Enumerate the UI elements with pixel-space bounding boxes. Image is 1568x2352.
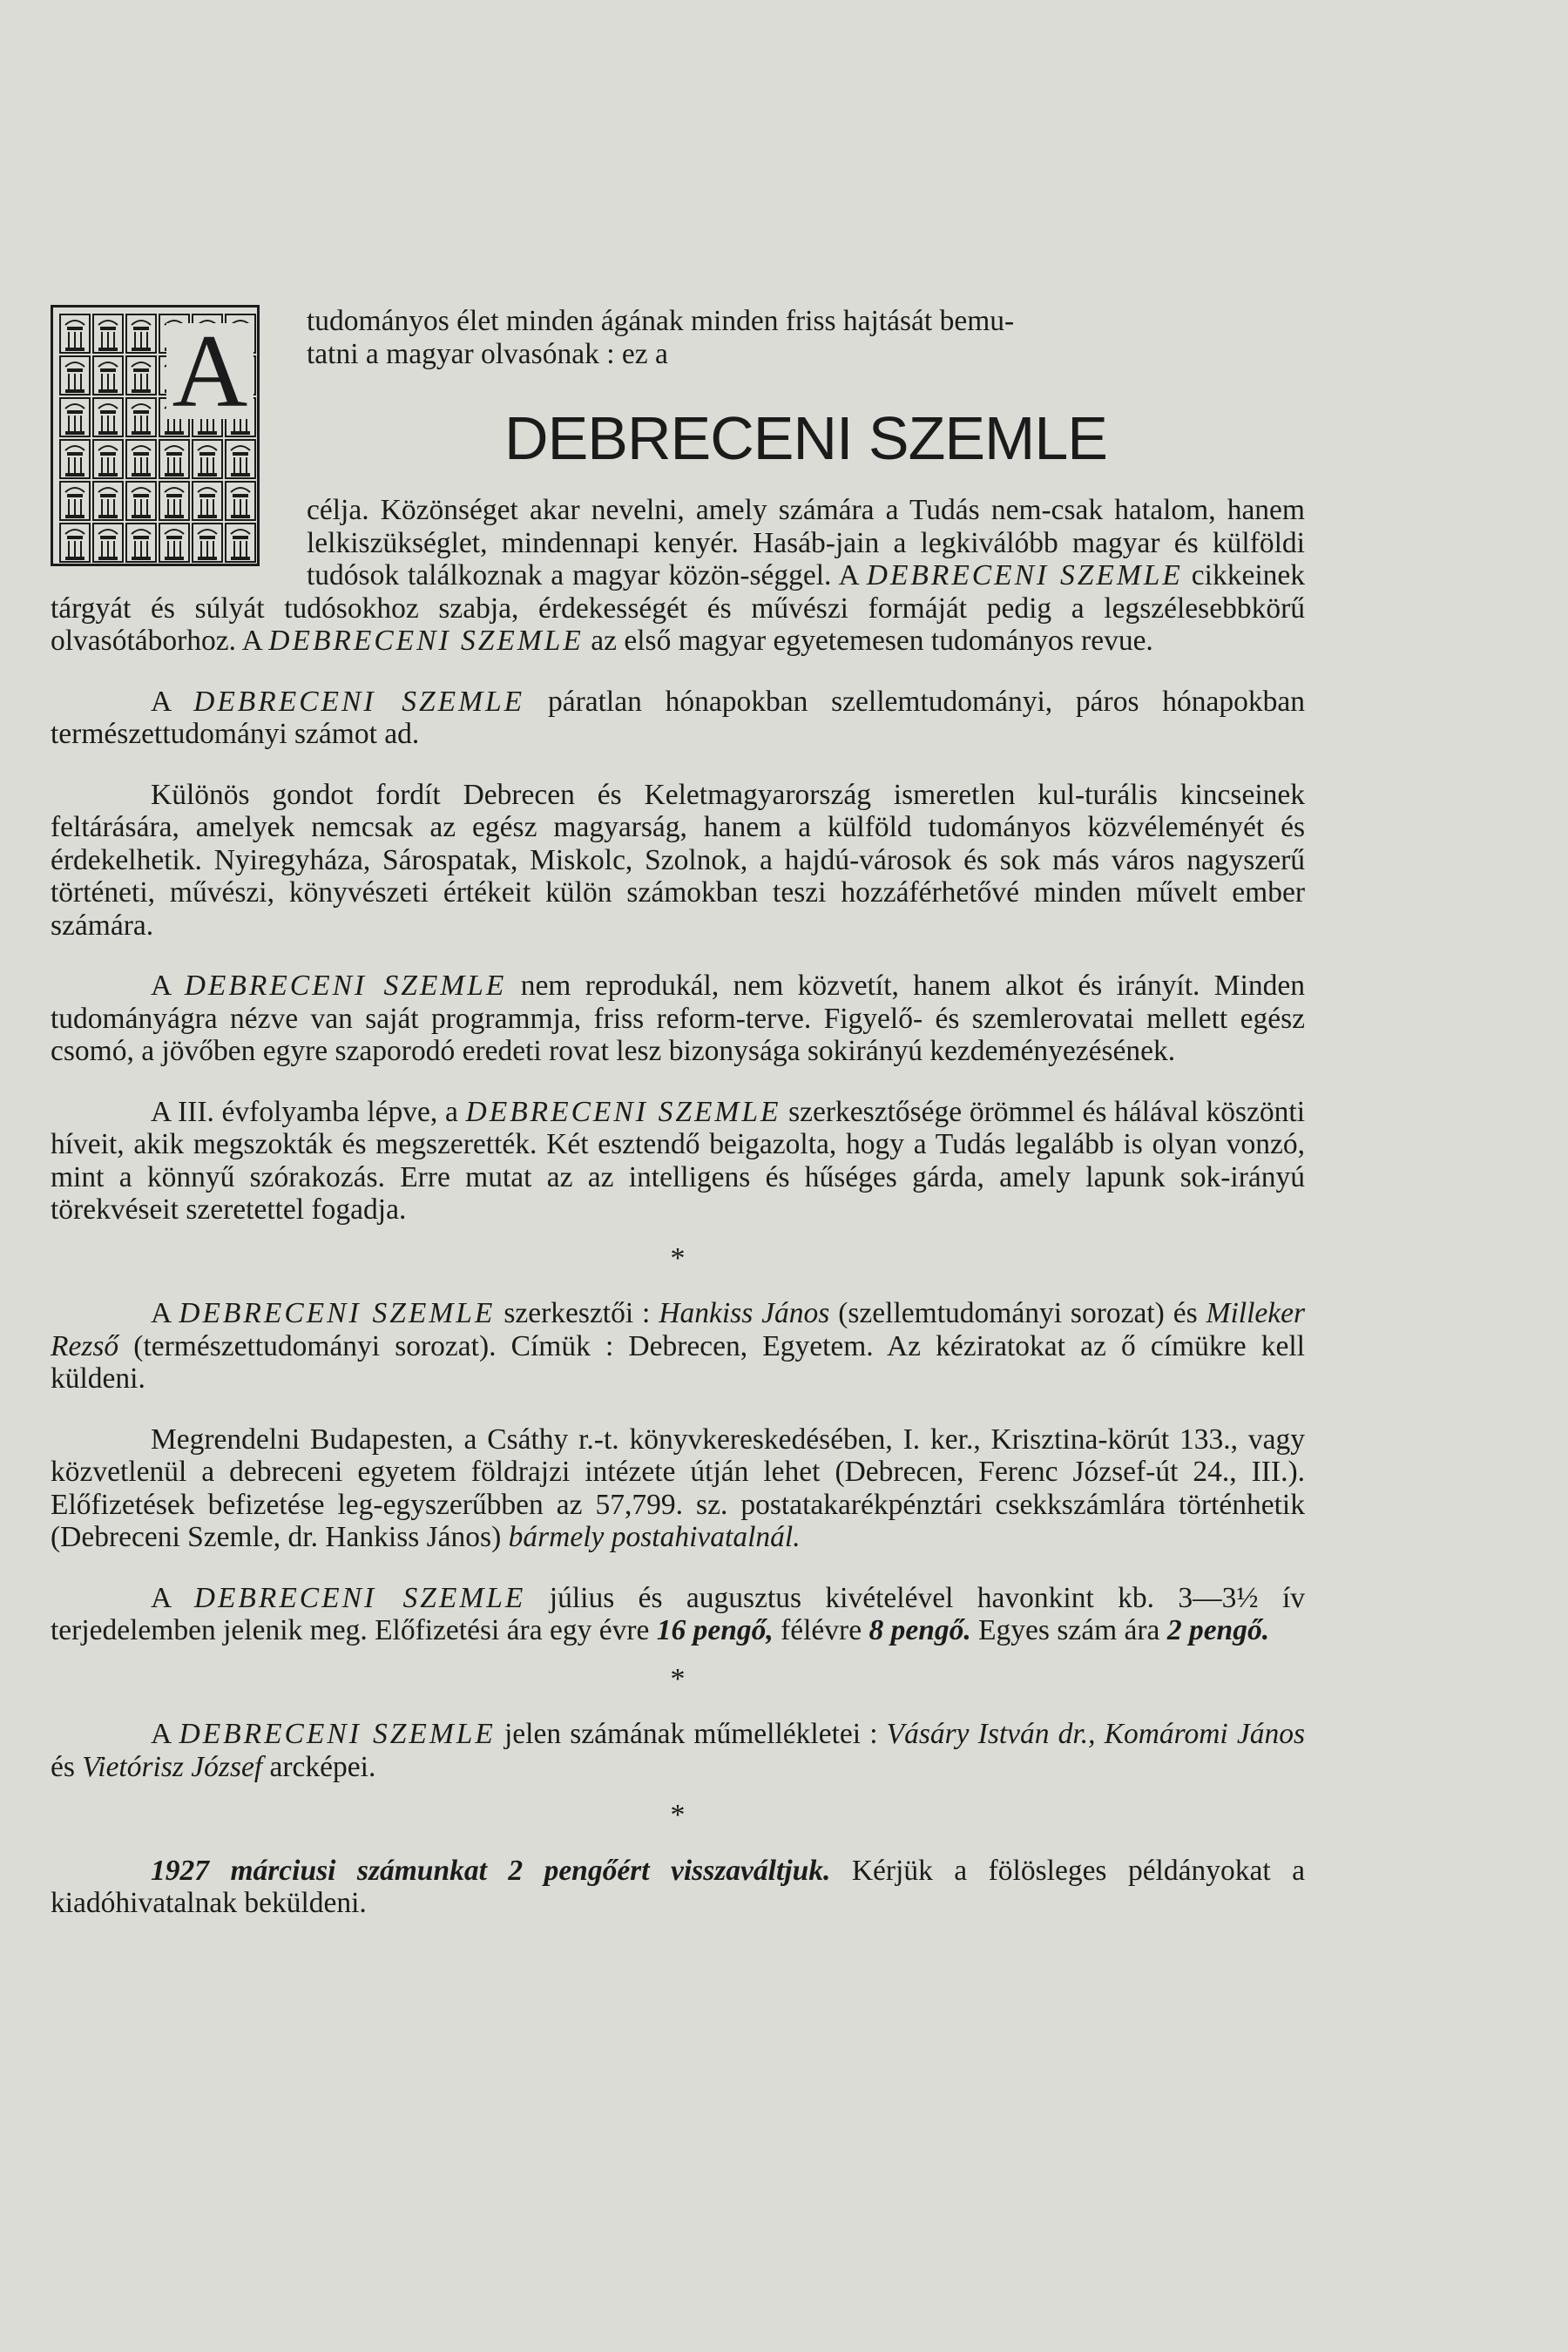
paragraph-buyback [51, 1855, 1305, 1920]
p9-text-2: jelen számának műmellékletei : [504, 1718, 878, 1750]
journal-name-italic: DEBRECENI SZEMLE [184, 970, 507, 1002]
drop-cap-letter: A [166, 323, 253, 419]
p1-text-3: az első magyar egyetemesen tudományos revue. [591, 625, 1153, 657]
p8-text-1: A [151, 1581, 171, 1614]
p5-text-2: szerkesztősége örömmel és hálával köszönti híveit, akik megszokták és megszerették. Két esztendő beigazolta, hogy a Tudás legalább is olyan vonzó, mint a könnyű szórakozás. Erre mutat az az intelligens és hűséges gárda, amely lapunk sok-irányú törekvéseit szeretettel fogadja. [51, 1095, 1306, 1226]
separator-star: * [670, 1799, 686, 1831]
p4-text-2: nem reprodukál, nem közvetít, hanem alkot és irányít. Minden tudományágra nézve van saját programmja, friss reform-terve. Figyelő- és szemlerovatai mellett egész csomó, a jövőben egyre szaporodó eredeti rovat lesz bizonysága sokirányú kezdeményezésének. [51, 970, 1306, 1067]
separator-star: * [670, 1241, 686, 1274]
paragraph-mission [51, 970, 1305, 1068]
paragraph-editors [51, 1297, 1305, 1396]
portrait-name-3: Vietórisz József [82, 1750, 263, 1783]
journal-title: DEBRECENI SZEMLE [504, 404, 1107, 472]
p7-italic: bármely postahivatalnál. [508, 1521, 801, 1553]
p2-text-1: A [151, 685, 171, 718]
p4-text-1: A [151, 970, 171, 1002]
p1-text-2: cikkeinek tárgyát és súlyát tudósokhoz szabja, érdekességét és művészi formáját pedig a legszélesebbkörű olvasótáborhoz. A [51, 559, 1306, 657]
editor-name-2: Milleker Rezső [51, 1297, 1306, 1362]
article-column [51, 305, 1305, 1920]
intro-line-2: tatni a magyar olvasónak : ez a [307, 337, 668, 370]
p6-text-2: szerkesztői : [504, 1297, 651, 1329]
p10-text: Kérjük a fölösleges példányokat a kiadóhivatalnak beküldeni. [51, 1854, 1305, 1919]
p2-text-2: páratlan hónapokban szellemtudományi, páros hónapokban természettudományi számot ad. [51, 685, 1306, 750]
journal-name-italic: DEBRECENI SZEMLE [179, 1718, 496, 1750]
journal-name-italic: DEBRECENI SZEMLE [268, 625, 584, 657]
p1-text-1: célja. Közönséget akar nevelni, amely számára a Tudás nem-csak hatalom, hanem lelkiszükséglet, mindennapi kenyér. Hasáb-jain a legkiválóbb magyar és külföldi tudósok találkoznak a magyar közön-séggel. A [307, 494, 1305, 591]
journal-name-italic: DEBRECENI SZEMLE [193, 685, 525, 718]
p9-text-1: A [151, 1718, 171, 1750]
p7-text-1: Megrendelni Budapesten, a Csáthy r.-t. könyvkereskedésében, I. ker., Krisztina-körút 133., vagy közvetlenül a debreceni egyetem földrajzi intézete útján lehet (Debrecen, Ferenc József-út 24., III.). Előfizetések befizetése leg-egyszerűbben az 57,799. sz. postatakarékpénztári csekkszámlára történhetik (Debreceni Szemle, dr. Hankiss János) [51, 1423, 1305, 1553]
p6-text-4: (természettudományi sorozat). Címük : Debrecen, Egyetem. Az kéziratokat az ő címükre kell küldeni. [51, 1329, 1305, 1395]
p6-text-1: A [151, 1297, 171, 1329]
drop-cap-ornament [51, 305, 286, 573]
intro-line-1: tudományos élet minden ágának minden friss hajtását bemu- [307, 305, 1015, 337]
ornament-frame [51, 305, 260, 566]
separator-star: * [670, 1662, 686, 1695]
paragraph-schedule [51, 686, 1305, 751]
journal-name-italic: DEBRECENI SZEMLE [465, 1095, 781, 1128]
journal-name-italic: DEBRECENI SZEMLE [193, 1581, 526, 1614]
journal-name-italic: DEBRECENI SZEMLE [866, 559, 1183, 591]
p5-text-1: A III. évfolyamba lépve, a [151, 1095, 458, 1128]
p9-text-3: és [51, 1750, 75, 1783]
p6-text-3: (szellemtudományi sorozat) és [838, 1297, 1198, 1329]
p8-text-4: Egyes szám ára [978, 1614, 1160, 1646]
paragraph-illustrations [51, 1718, 1305, 1783]
portrait-names: Vásáry István dr., Komáromi János [886, 1718, 1306, 1750]
paragraph-pricing [51, 1582, 1305, 1647]
p8-text-3: félévre [781, 1614, 862, 1646]
price-single: 2 pengő. [1166, 1614, 1270, 1646]
editor-name-1: Hankiss János [659, 1297, 830, 1329]
buyback-notice: 1927 márciusi számunkat 2 pengőért visszaváltjuk. [151, 1854, 831, 1887]
paragraph-regional: Különös gondot fordít Debrecen és Keletmagyarország ismeretlen kul-turális kincseinek feltárására, amelyek nemcsak az egész magyarság, hanem a külföld tudományos közvéleményét és érdekelhetik. Nyiregyháza, Sárospatak, Miskolc, Szolnok, a hajdú-városok és sok más város nagyszerű történeti, művészi, könyvészeti értékeit külön számokban teszi hozzáférhetővé minden művelt ember számára. [51, 778, 1305, 942]
p9-text-4: arcképei. [269, 1750, 376, 1783]
price-half-year: 8 pengő. [868, 1614, 971, 1646]
paragraph-anniversary [51, 1096, 1305, 1227]
price-year: 16 pengő, [656, 1614, 774, 1646]
p8-text-2: július és augusztus kivételével havonkint kb. 3—3½ ív terjedelemben jelenik meg. Előfizetési ára egy évre [51, 1581, 1306, 1646]
paragraph-ordering [51, 1423, 1305, 1554]
journal-name-italic: DEBRECENI SZEMLE [179, 1297, 496, 1329]
